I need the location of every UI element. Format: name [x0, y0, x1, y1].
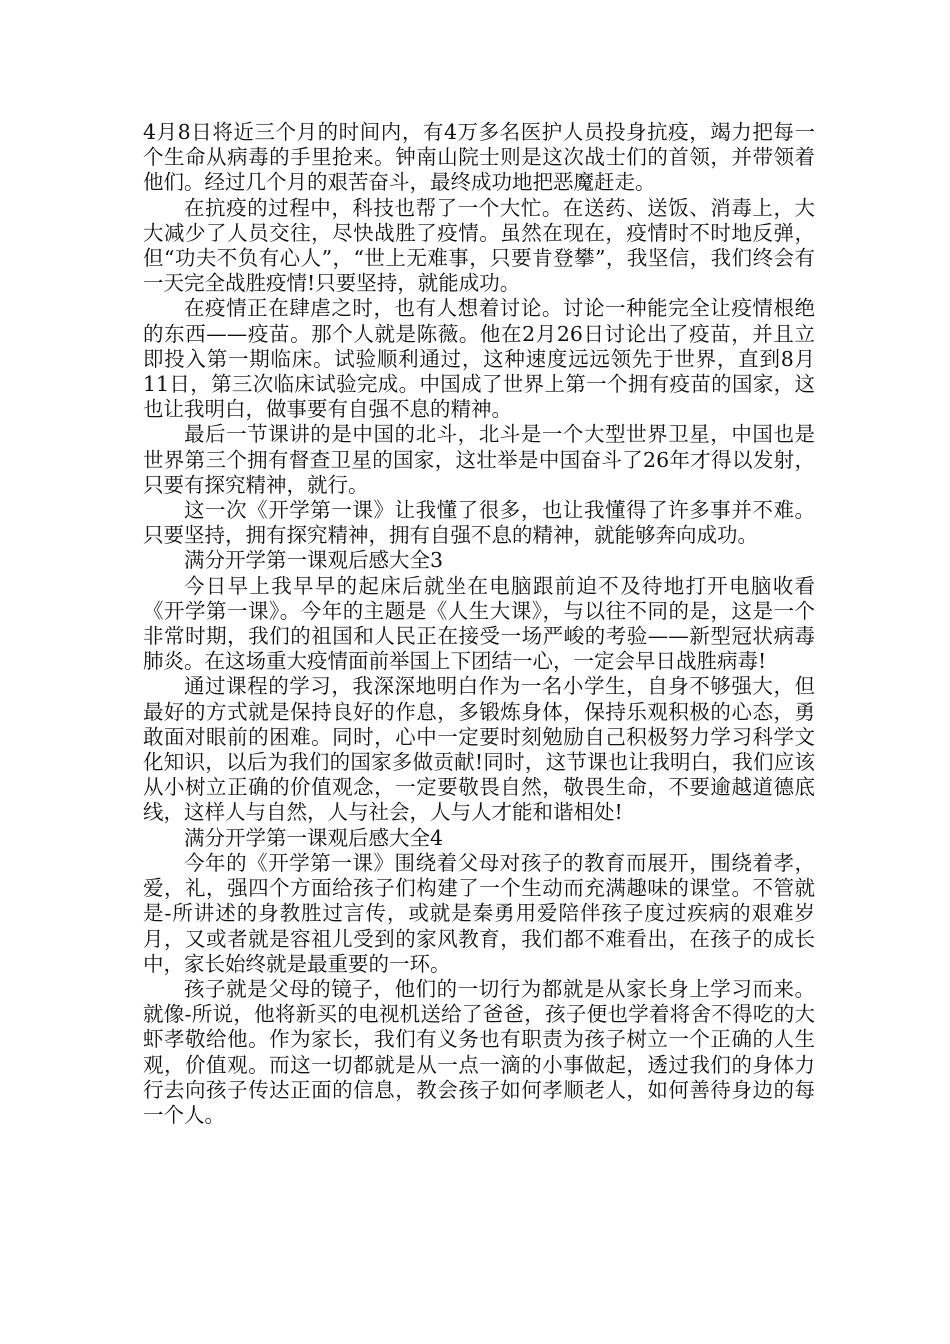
- paragraph-2: 在抗疫的过程中，科技也帮了一个大忙。在送药、送饭、消毒上，大大减少了人员交往，尽快战胜了疫情。虽然在现在，疫情时不时地反弹，但“功夫不负有心人”，“世上无难事，只要肯登攀”，我坚信，我们终会有一天完全战胜疫情!只要坚持，就能成功。: [143, 195, 815, 296]
- document-page: [143, 120, 815, 1128]
- paragraph-8: 今年的《开学第一课》围绕着父母对孩子的教育而展开，围绕着孝，爱，礼，强四个方面给孩子们构建了一个生动而充满趣味的课堂。不管就是-所讲述的身教胜过言传，或就是秦勇用爱陪伴孩子度过疾病的艰难岁月，又或者就是容祖儿受到的家风教育，我们都不难看出，在孩子的成长中，家长始终就是最重要的一环。: [143, 850, 815, 976]
- paragraph-6: 今日早上我早早的起床后就坐在电脑跟前迫不及待地打开电脑收看《开学第一课》。今年的主题是《人生大课》，与以往不同的是，这是一个非常时期，我们的祖国和人民正在接受一场严峻的考验——新型冠状病毒肺炎。在这场重大疫情面前举国上下团结一心，一定会早日战胜病毒!: [143, 573, 815, 674]
- paragraph-4: 最后一节课讲的是中国的北斗，北斗是一个大型世界卫星，中国也是世界第三个拥有督查卫星的国家，这壮举是中国奋斗了26年才得以发射，只要有探究精神，就行。: [143, 422, 815, 497]
- paragraph-1: 4月8日将近三个月的时间内，有4万多名医护人员投身抗疫，竭力把每一个生命从病毒的手里抢来。钟南山院士则是这次战士们的首领，并带领着他们。经过几个月的艰苦奋斗，最终成功地把恶魔赶走。: [143, 120, 815, 195]
- paragraph-7: 通过课程的学习，我深深地明白作为一名小学生，自身不够强大，但最好的方式就是保持良好的作息，多锻炼身体，保持乐观积极的心态，勇敢面对眼前的困难。同时，心中一定要时刻勉励自己积极努力学习科学文化知识，以后为我们的国家多做贡献!同时，这节课也让我明白，我们应该从小树立正确的价值观念，一定要敬畏自然，敬畏生命，不要逾越道德底线，这样人与自然，人与社会，人与人才能和谐相处!: [143, 674, 815, 825]
- section-heading-4: 满分开学第一课观后感大全4: [184, 825, 444, 850]
- paragraph-5: 这一次《开学第一课》让我懂了很多，也让我懂得了许多事并不难。只要坚持，拥有探究精神，拥有自强不息的精神，就能够奔向成功。: [143, 498, 815, 548]
- paragraph-9: 孩子就是父母的镜子，他们的一切行为都就是从家长身上学习而来。就像-所说，他将新买的电视机送给了爸爸，孩子便也学着将舍不得吃的大虾孝敬给他。作为家长，我们有义务也有职责为孩子树立一个正确的人生观，价值观。而这一切都就是从一点一滴的小事做起，透过我们的身体力行去向孩子传达正面的信息，教会孩子如何孝顺老人，如何善待身边的每一个人。: [143, 976, 815, 1127]
- paragraph-3: 在疫情正在肆虐之时，也有人想着讨论。讨论一种能完全让疫情根绝的东西——疫苗。那个人就是陈薇。他在2月26日讨论出了疫苗，并且立即投入第一期临床。试验顺利通过，这种速度远远领先于世界，直到8月11日，第三次临床试验完成。中国成了世界上第一个拥有疫苗的国家，这也让我明白，做事要有自强不息的精神。: [143, 296, 815, 422]
- section-heading-3: 满分开学第一课观后感大全3: [184, 548, 444, 573]
